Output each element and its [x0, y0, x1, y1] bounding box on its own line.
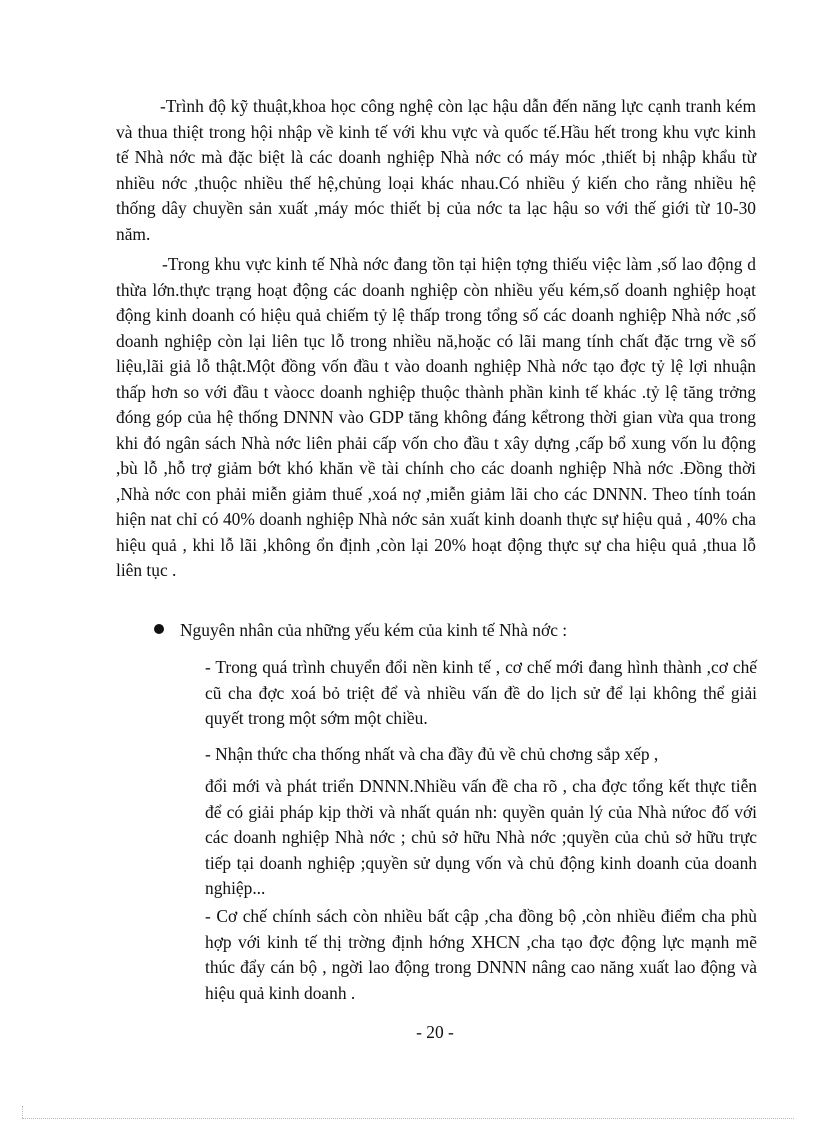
page-corner-mark	[22, 1106, 23, 1118]
sub-item-transition: - Trong quá trình chuyển đổi nền kinh tế , cơ chế mới đang hình thành ,cơ chế cũ cha đợc xoá bỏ triệt để và nhiều vấn đề do lịch sử để lại không thể giải quyết trong một sớm một chiều.	[205, 657, 757, 728]
sub-item-awareness: đổi mới và phát triển DNNN.Nhiều vấn đề cha rõ , cha đợc tổng kết thực tiễn để có giải pháp kịp thời và nhất quán nh: quyền quản lý của Nhà nứoc đố với các doanh nghiệp Nhà nớc ; chủ sở hữu Nhà nớc ;quyền của chủ sở hữu trực tiếp tại doanh nghiệp ;quyền sử dụng vốn và chủ động kinh doanh của doanh nghiệp...	[205, 776, 757, 898]
paragraph-state-sector: -Trong khu vực kinh tế Nhà nớc đang tồn tại hiện tợng thiếu việc làm ,số lao động d thừa lớn.thực trạng hoạt động các doanh nghiệp còn nhiều yếu kém,số doanh nghiệp hoạt động kinh doanh có hiệu quả chiếm tỷ lệ thấp trong tổng số các doanh nghiệp Nhà nớc ,số doanh nghiệp còn lại liên tục lỗ trong nhiều nă,hoặc có lãi mang tính chất đặc trng về số liệu,lãi giả lỗ thật.Một đồng vốn đầu t vào doanh nghiệp Nhà nớc tạo đợc tỷ lệ lợi nhuận thấp hơn so với đầu t vàocc doanh nghiệp thuộc thành phần kinh tế khác .tỷ lệ tăng trởng đóng góp của hệ thống DNNN vào GDP tăng không đáng kểtrong thời gian vừa qua trong khi đó ngân sách Nhà nớc liên phải cấp vốn cho đầu t xây dựng ,cấp bổ xung vốn lu động ,bù lỗ ,hỗ trợ giảm bớt khó khăn về tài chính cho các doanh nghiệp Nhà nớc .Đồng thời ,Nhà nớc con phải miễn giảm thuế ,xoá nợ ,miễn giảm lãi cho các DNNN. Theo tính toán hiện nat chỉ có 40% doanh nghiệp Nhà nớc sản xuất kinh doanh thực sự hiệu quả , 40% cha hiệu quả , khi lỗ lãi ,không ổn định ,còn lại 20% hoạt động thực sự cha hiệu quả ,thua lỗ liên tục .	[116, 254, 756, 580]
bullet-heading: Nguyên nhân của những yếu kém của kinh tế Nhà nớc :	[180, 620, 568, 640]
paragraph-technology: -Trình độ kỹ thuật,khoa học công nghệ còn lạc hậu dẫn đến năng lực cạnh tranh kém và thua thiệt trong hội nhập về kinh tế với khu vực và quốc tế.Hầu hết trong khu vực kinh tế Nhà nớc mà đặc biệt là các doanh nghiệp Nhà nớc có máy móc ,thiết bị nhập khẩu từ nhiều nớc ,thuộc nhiều thế hệ,chủng loại khác nhau.Có nhiều ý kiến cho rằng nhiều hệ thống dây chuyền sản xuất ,máy móc thiết bị của nớc ta lạc hậu so với thế giới từ 10-30 năm.	[116, 96, 756, 244]
page-bottom-border	[22, 1118, 794, 1119]
page-number: - 20 -	[416, 1022, 454, 1042]
sub-item-awareness-line1: - Nhận thức cha thống nhất và cha đầy đủ về chủ chơng sắp xếp ,	[205, 744, 659, 764]
bullet-dot-icon	[154, 624, 164, 634]
sub-item-policy: - Cơ chế chính sách còn nhiều bất cập ,cha đồng bộ ,còn nhiều điểm cha phù hợp với kinh tế thị trờng định hớng XHCN ,cha tạo đợc động lực mạnh mẽ thúc đẩy cán bộ , ngời lao động trong DNNN nâng cao năng xuất lao động và hiệu quả kinh doanh .	[205, 906, 757, 1003]
